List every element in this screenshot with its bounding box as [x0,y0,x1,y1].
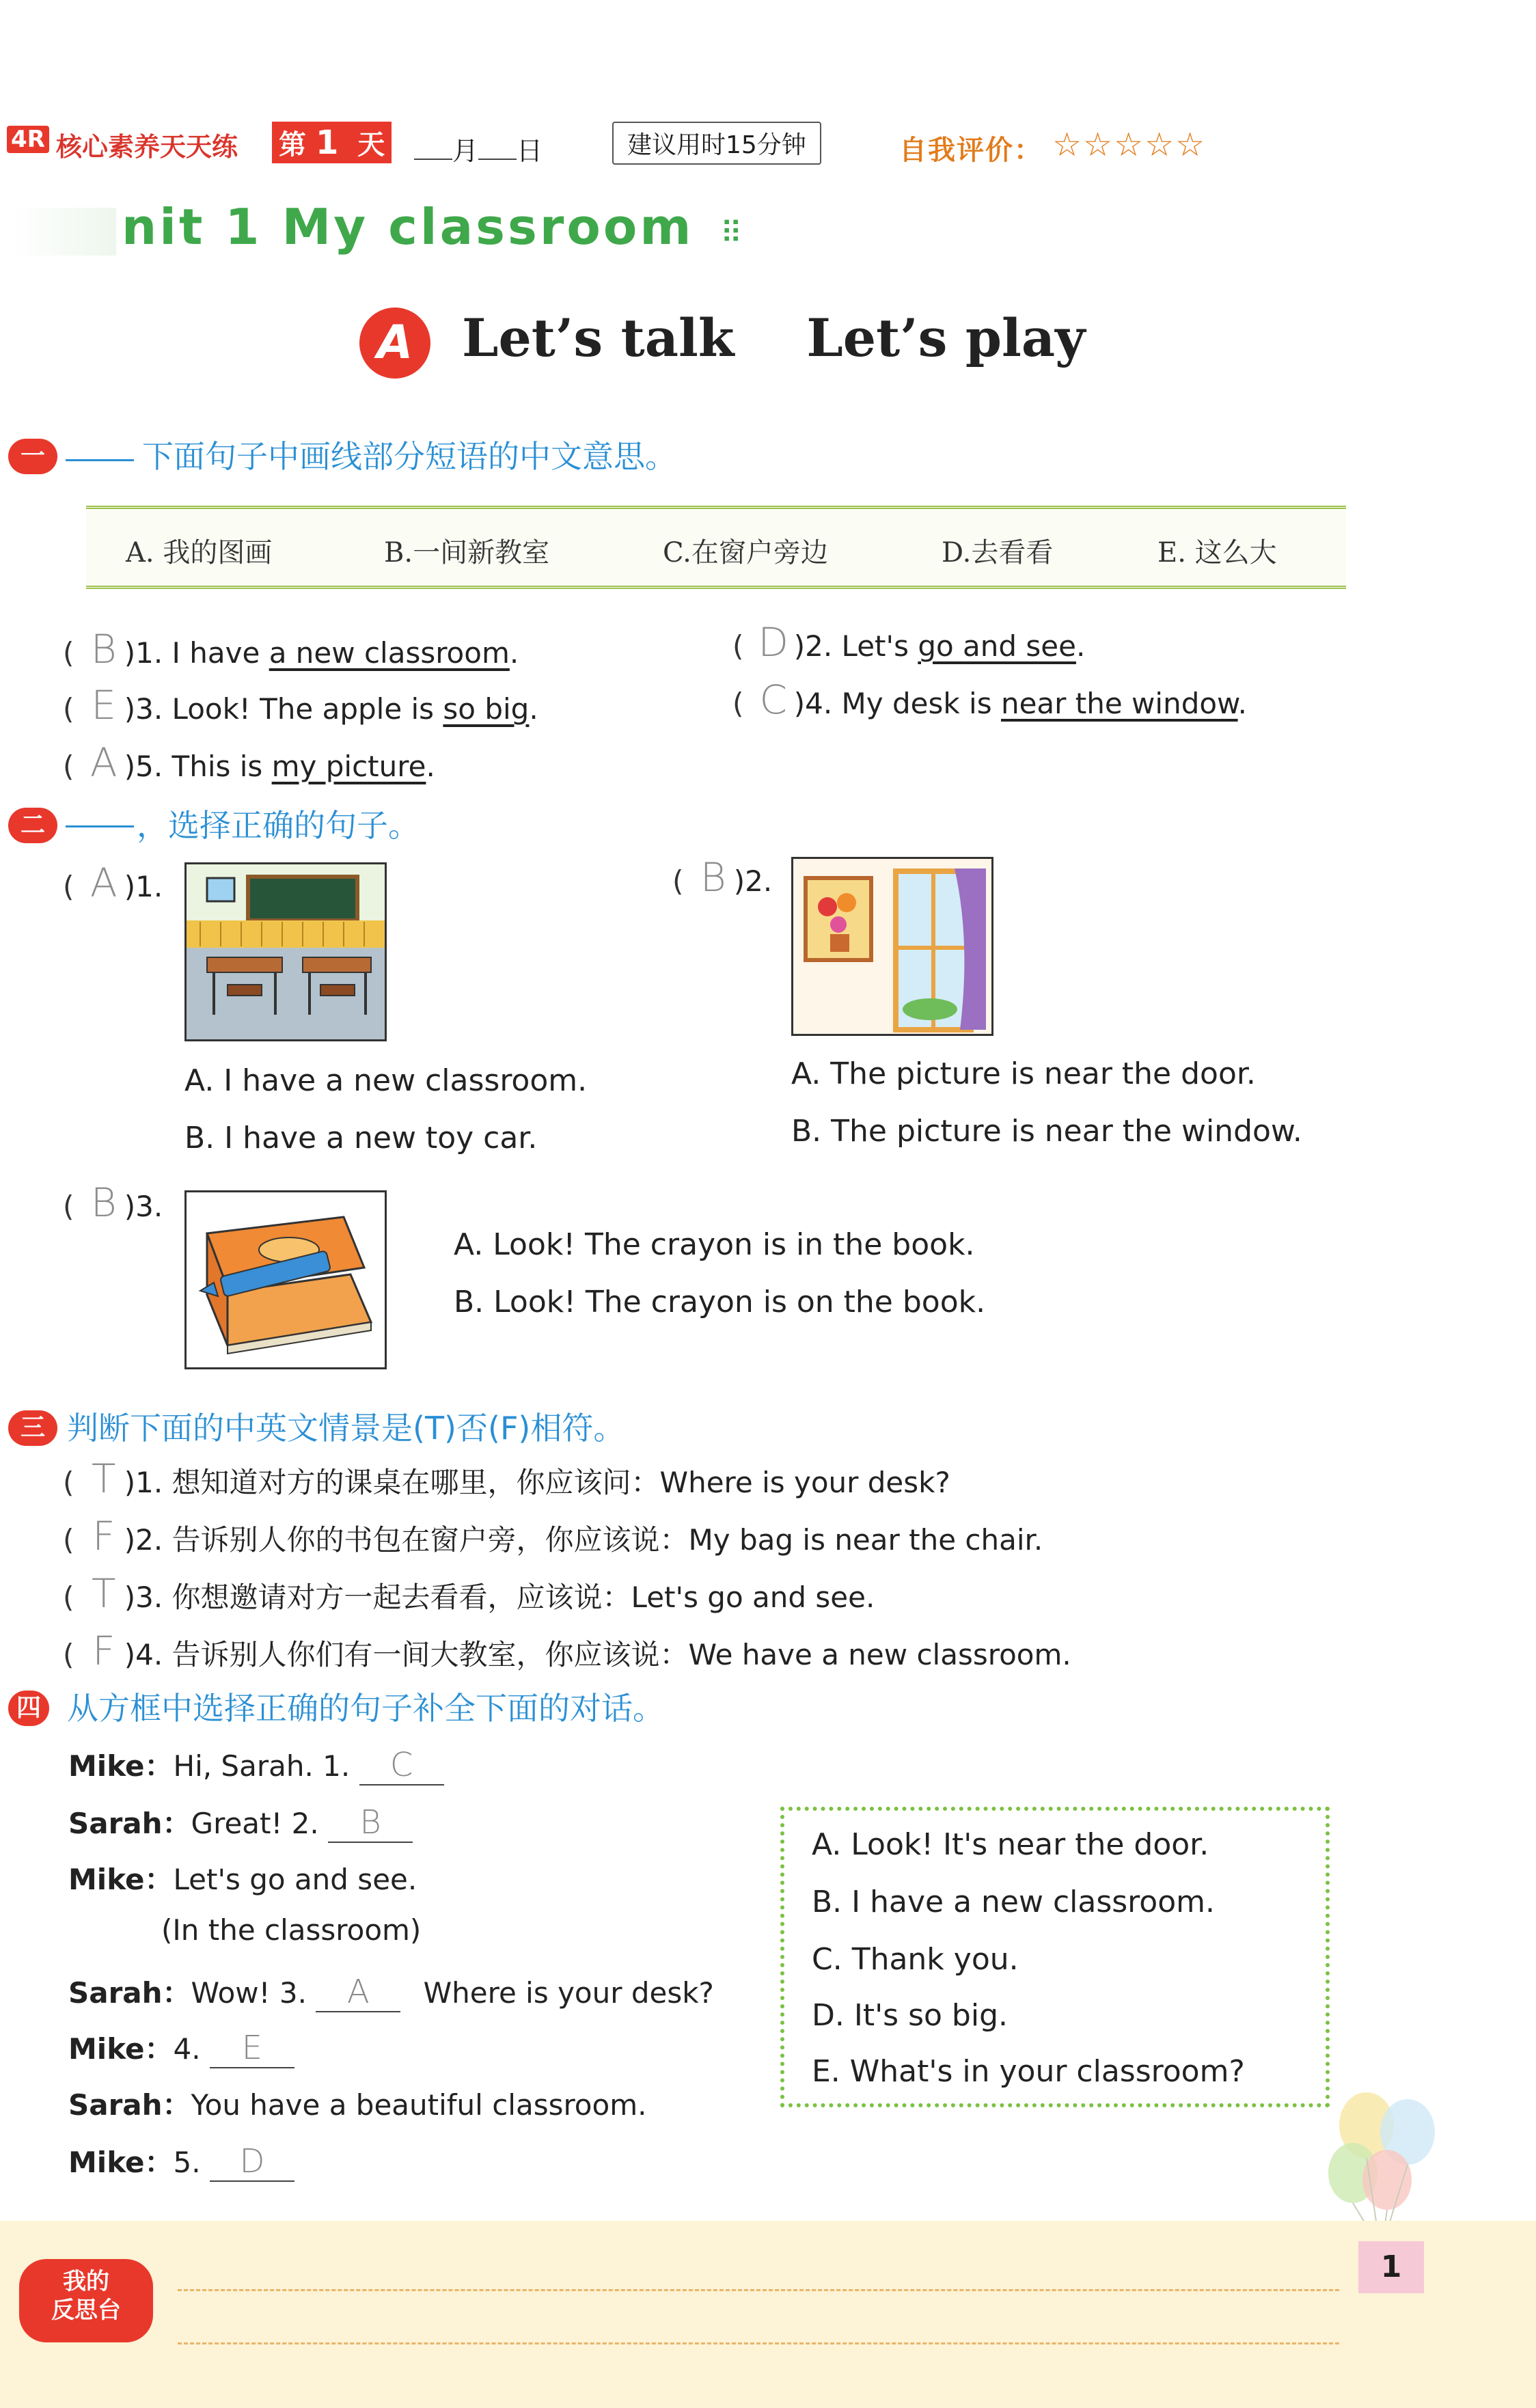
q3-item-3: ( T )3. 你想邀请对方一起去看看，应该说：Let's go and see. [63,1570,875,1617]
speaker: Mike： [68,2032,174,2066]
q1-heading: 下面句子中画线部分短语的中文意思。 [142,438,676,475]
reflection-label-2: 反思台 [51,2297,121,2324]
q2-item-1-label: ( A )1. [63,860,163,906]
dialogue-line-4 [161,1913,421,1947]
q3-heading: 判断下面的中英文情景是(T)否(F)相符。 [67,1410,625,1447]
q2-item-1-option-a: A. I have a new classroom. [184,1063,588,1098]
q1-item-3: ( E )3. Look! The apple is so big. [63,682,538,728]
q3-item-4-text: )4. 告诉别人你们有一间大教室，你应该说：We have a new classroom. [124,1638,1071,1671]
q1-item-3-text: )3. Look! The apple is [124,692,443,726]
q2-heading: ，选择正确的句子。 [137,807,420,844]
answer-box[interactable]: T [92,1570,116,1617]
q1-item-3-end: . [529,692,538,726]
speaker: Mike： [68,2146,174,2179]
q1-option-b: B.一间新教室 [384,537,550,569]
q2-item-3-number: )3. [124,1190,163,1223]
day-box [272,122,392,163]
self-eval-label: 自我评价： [899,135,1043,166]
q1-item-5-end: . [426,750,435,783]
q1-item-2-text: )2. Let's [793,629,918,663]
q3-item-3-text: )3. 你想邀请对方一起去看看，应该说：Let's go and see. [124,1581,875,1614]
choice-e: E. What's in your classroom? [812,2054,1245,2089]
crayon-book-illustration [187,1192,385,1367]
q2-item-3-option-a: A. Look! The crayon is in the book. [454,1227,975,1262]
page-number: 1 [1358,2241,1424,2293]
month-blank [414,130,543,167]
dialogue-text: Let's go and see. [173,1863,417,1896]
q2-heading-line [66,825,134,827]
q4-number-badge: 四 [8,1691,49,1726]
month-label: 月 [452,136,479,166]
q4-heading: 从方框中选择正确的句子补全下面的对话。 [67,1690,664,1727]
day-suffix: 天 [357,129,385,161]
window-illustration [793,859,991,1034]
brand-badge: 4R [7,126,49,153]
q1-item-1-end: . [509,636,519,670]
section-title: Let’s talk Let’s play [462,307,1086,368]
reflection-line-1[interactable] [178,2289,1339,2291]
choice-c: C. Thank you. [812,1942,1019,1977]
q1-option-c: C.在窗户旁边 [663,537,828,569]
q1-item-5-text: )5. This is [124,750,272,783]
q1-item-1-text: )1. I have [124,636,269,670]
answer-blank[interactable]: C [359,1746,444,1786]
q1-option-a: A. 我的图画 [126,537,273,569]
dialogue-line-5 [68,1971,714,2012]
dialogue-text: 5. [173,2146,201,2179]
q1-option-d: D.去看看 [942,537,1054,569]
q3-item-1-text: )1. 想知道对方的课桌在哪里，你应该问：Where is your desk? [124,1466,950,1499]
dialogue-text: 4. [173,2032,201,2066]
answer-box[interactable]: B [700,854,726,901]
q3-item-2: ( F )2. 告诉别人你的书包在窗户旁，你应该说：My bag is near the chair. [63,1513,1043,1559]
classroom-illustration [187,864,385,1039]
q2-item-1-number: )1. [124,870,163,903]
day-number: 1 [315,124,339,162]
q3-item-1: ( T )1. 想知道对方的课桌在哪里，你应该问：Where is your desk? [63,1455,950,1502]
dialogue-text: Great! 2. [191,1807,319,1840]
answer-box[interactable]: D [758,619,789,666]
q1-item-5: ( A )5. This is my picture. [63,739,435,786]
day-prefix: 第 [279,129,306,161]
dialogue-text: Hi, Sarah. 1. [173,1749,351,1783]
reflection-badge [19,2259,153,2342]
choice-a: A. Look! It's near the door. [812,1827,1209,1862]
answer-box[interactable]: B [90,626,117,672]
footer-band [0,2221,1536,2408]
q1-option-e: E. 这么大 [1157,537,1277,569]
q1-item-3-underlined: so big [443,692,530,726]
q1-item-2: ( D )2. Let's go and see. [732,619,1086,666]
answer-blank[interactable]: A [316,1973,400,2012]
q1-item-4-underlined: near the window [1000,687,1238,720]
q1-item-2-underlined: go and see [918,629,1076,663]
answer-box[interactable]: A [90,860,118,906]
q2-item-2-option-b: B. The picture is near the window. [791,1114,1302,1149]
q1-item-5-underlined: my picture [271,750,426,783]
dialogue-line-7 [68,2083,646,2124]
speaker: Sarah： [68,1976,191,2010]
dialogue-line-6 [68,2027,294,2068]
q2-item-3-label: ( B )3. [63,1179,163,1226]
q3-number-badge: 三 [8,1410,57,1446]
dialogue-line-8 [68,2140,294,2182]
q1-heading-line [66,459,134,461]
q1-item-2-end: . [1075,629,1086,663]
time-hint: 建议用时15分钟 [612,122,821,165]
q1-number-badge: 一 [8,439,57,474]
unit-title-fade [14,208,116,256]
unit-title: nit 1 My classroom [122,198,694,256]
answer-blank[interactable]: B [328,1803,413,1843]
day-label: 日 [517,136,543,166]
q2-item-1-option-b: B. I have a new toy car. [184,1121,538,1155]
answer-box[interactable]: B [90,1179,117,1226]
q1-item-4: ( C )4. My desk is near the window. [732,676,1247,723]
q1-item-4-text: )4. My desk is [793,687,1001,720]
brand-text: 核心素养天天练 [56,132,238,162]
answer-box[interactable]: F [92,1628,115,1674]
speaker: Mike： [68,1749,174,1783]
unit-title-dots: ⠿ [720,216,743,251]
q3-item-4: ( F )4. 告诉别人你们有一间大教室，你应该说：We have a new classroom. [63,1628,1071,1674]
dialogue-text: Wow! 3. [191,1976,307,2010]
q1-options-box [86,506,1346,589]
q4-choices-box [780,1807,1330,2107]
answer-blank[interactable]: E [210,2029,294,2068]
crayon-book-image [184,1190,387,1369]
speaker: Sarah： [68,2088,191,2122]
header-bar [7,120,1250,175]
answer-box[interactable]: A [90,739,118,786]
q2-item-3-option-b: B. Look! The crayon is on the book. [454,1285,986,1319]
answer-box[interactable]: T [92,1455,116,1502]
q3-item-2-text: )2. 告诉别人你的书包在窗户旁，你应该说：My bag is near the chair. [124,1523,1043,1557]
q2-item-2-option-a: A. The picture is near the door. [791,1056,1256,1091]
q1-item-1: ( B )1. I have a new classroom. [63,626,519,672]
answer-box[interactable]: E [91,682,117,728]
answer-box[interactable]: F [92,1513,115,1559]
speaker: Sarah： [68,1807,191,1840]
speaker: Mike： [68,1863,174,1896]
classroom-image [184,862,387,1041]
section-badge: A [359,307,430,379]
dialogue-stage-note: (In the classroom) [161,1913,422,1947]
star-rating[interactable]: ☆☆☆☆☆ [1052,126,1207,164]
reflection-line-2[interactable] [178,2342,1339,2344]
dialogue-text: You have a beautiful classroom. [191,2088,647,2122]
q2-item-2-number: )2. [733,864,773,898]
choice-d: D. It's so big. [812,1998,1008,2033]
dialogue-text-after: Where is your desk? [423,1976,714,2010]
answer-box[interactable]: C [759,676,787,723]
choice-b: B. I have a new classroom. [812,1885,1215,1919]
dialogue-line-3 [68,1857,417,1898]
q2-item-2-label: ( B )2. [672,854,773,901]
q1-item-4-end: . [1237,687,1247,720]
dialogue-line-1 [68,1744,444,1786]
picture-window-image [791,857,993,1036]
q2-number-badge: 二 [8,808,57,843]
q1-item-1-underlined: a new classroom [269,636,510,670]
reflection-label-1: 我的 [63,2268,109,2295]
dialogue-line-2 [68,1801,413,1843]
answer-blank[interactable]: D [210,2142,294,2182]
